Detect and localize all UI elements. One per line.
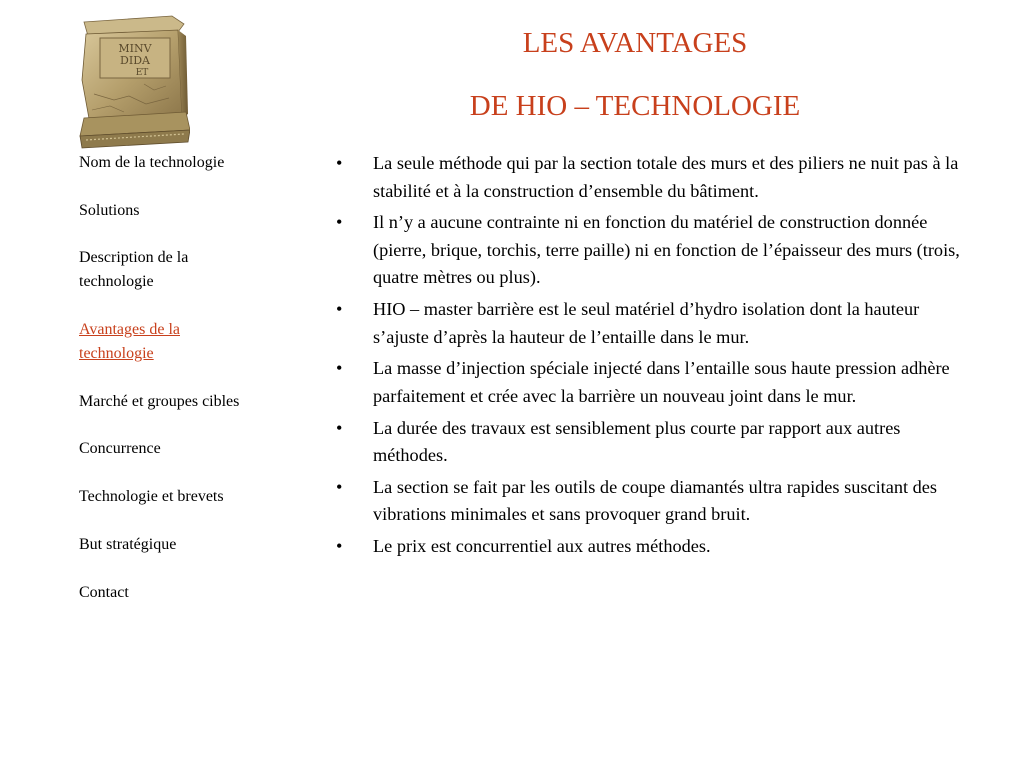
list-item-text: La section se fait par les outils de coupe diamantés ultra rapides suscitant des vibrations minimales et sans provoquer grand bruit. [373, 476, 938, 525]
list-item-text: HIO – master barrière est le seul matériel d’hydro isolation dont la hauteur s’ajuste d’après la hauteur de l’entaille dans le mur. [373, 299, 920, 347]
list-item [336, 415, 966, 470]
list-item-text: Le prix est concurrentiel aux autres méthodes. [373, 536, 711, 557]
list-item-text: La seule méthode qui par la section totale des murs et des piliers ne nuit pas à la stabilité et à la construction d’ensemble du bâtiment. [373, 153, 959, 201]
list-item-text: La masse d’injection spéciale injecté dans l’entaille sous haute pression adhère parfaitement et crée avec la barrière un nouveau joint dans le mur. [373, 358, 950, 406]
nav-item-solutions[interactable]: Solutions [79, 201, 140, 219]
page-title-line2: DE HIO – TECHNOLOGIE [469, 90, 801, 122]
stone-tablet-logo [74, 14, 190, 152]
page-title-line1: LES AVANTAGES [522, 27, 748, 59]
list-item [336, 209, 966, 292]
nav-item-marche[interactable]: Marché et groupes cibles [79, 392, 240, 410]
nav-item-but[interactable]: But stratégique [79, 535, 177, 553]
sidebar-nav [79, 151, 249, 628]
bullet-icon: • [336, 536, 343, 557]
svg-text:DIDA: DIDA [120, 54, 150, 67]
bullet-icon: • [336, 299, 343, 320]
bullet-icon: • [336, 153, 343, 173]
svg-text:MINV: MINV [118, 42, 152, 55]
bullet-icon: • [336, 212, 343, 233]
list-item [336, 533, 966, 561]
list-item [336, 150, 966, 205]
bullet-icon: • [336, 358, 343, 379]
nav-item-avantages[interactable]: Avantages de la technologie [79, 321, 180, 363]
nav-item-nom[interactable]: Nom de la technologie [79, 154, 225, 171]
list-item [336, 355, 966, 410]
nav-item-concurrence[interactable]: Concurrence [79, 440, 161, 458]
advantages-list [336, 150, 966, 565]
nav-item-description[interactable]: Description de la technologie [79, 249, 189, 291]
list-item [336, 474, 966, 529]
bullet-icon: • [336, 417, 343, 438]
list-item-text: Il n’y a aucune contrainte ni en fonction du matériel de construction donnée (pierre, brique, torchis, terre paille) ni en fonction de l’épaisseur des murs (trois, quatre mètres ou plus). [373, 212, 960, 288]
svg-text:ET: ET [135, 68, 149, 78]
nav-item-contact[interactable]: Contact [79, 583, 129, 601]
list-item-text: La durée des travaux est sensiblement plus courte par rapport aux autres méthodes. [373, 417, 901, 466]
nav-item-brevets[interactable]: Technologie et brevets [79, 488, 224, 506]
bullet-icon: • [336, 476, 343, 497]
list-item [336, 296, 966, 351]
